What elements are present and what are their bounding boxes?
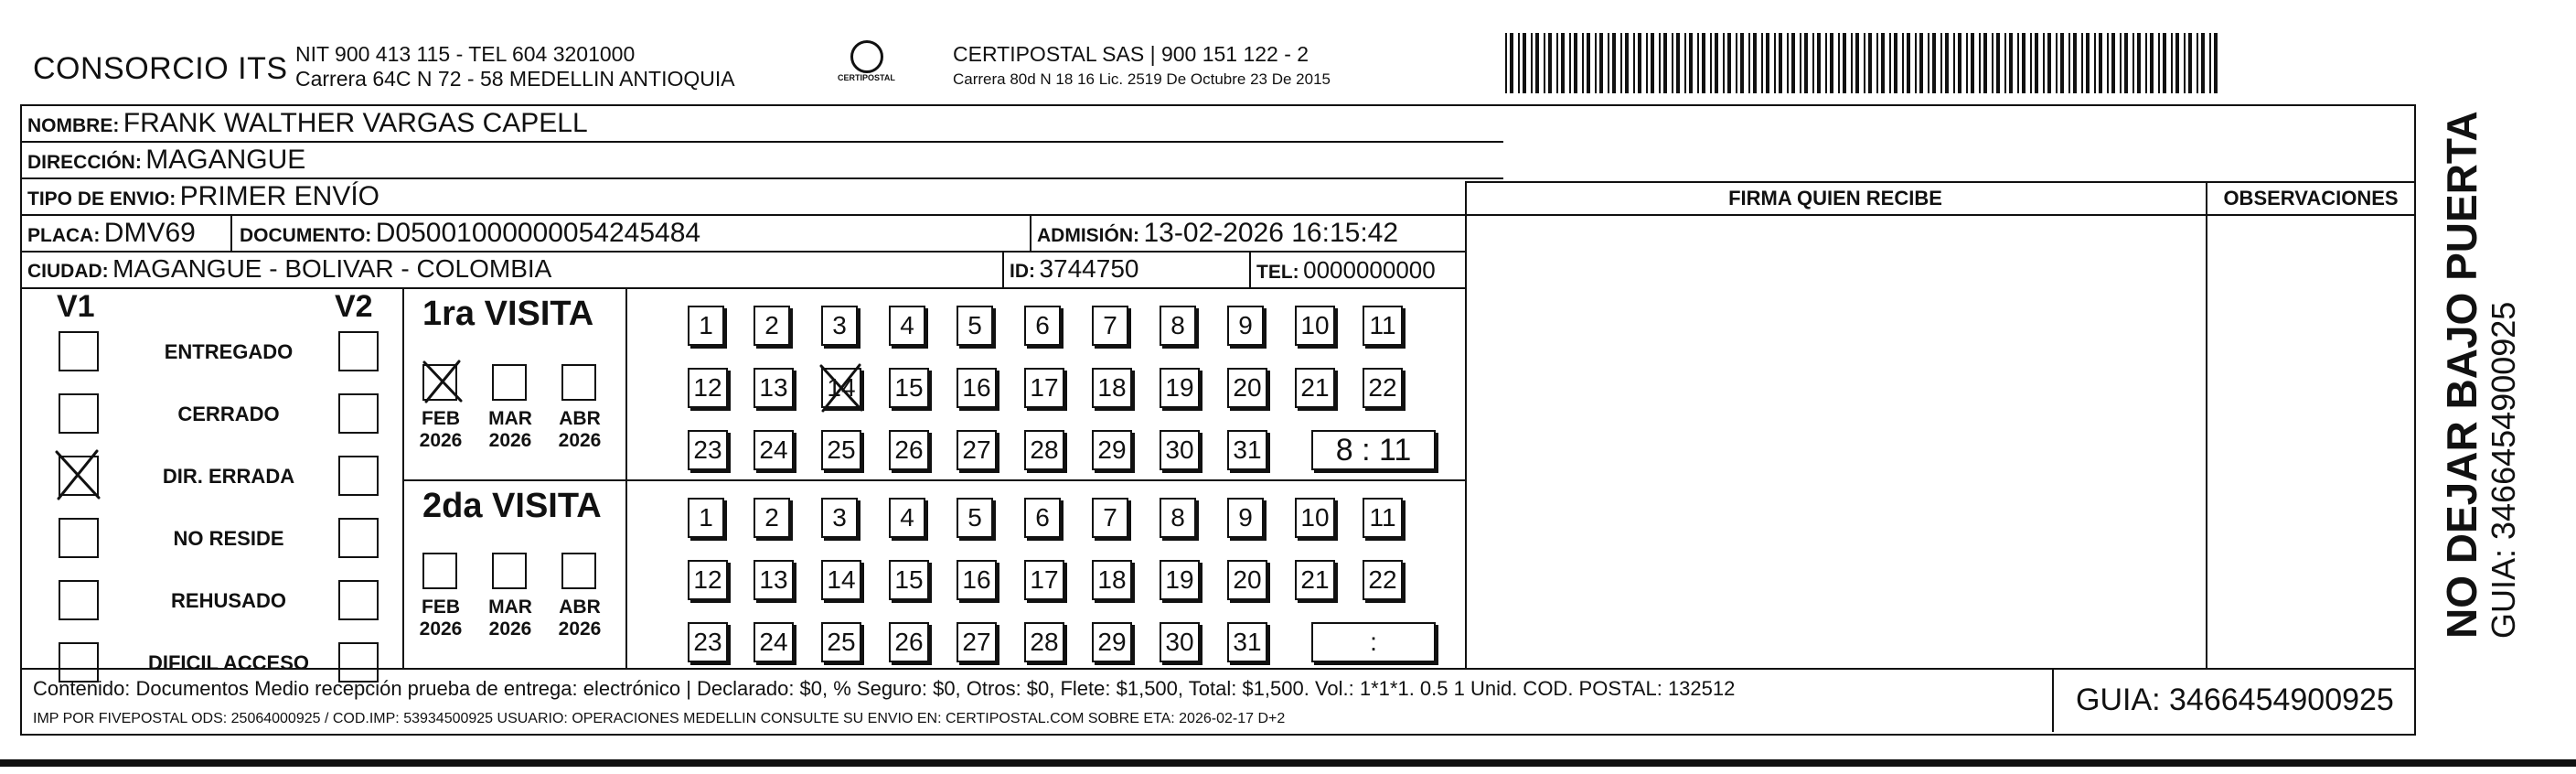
- admision-row: [1037, 218, 1398, 249]
- visit1-day-23[interactable]: 23: [688, 430, 728, 470]
- side-label: [2419, 108, 2528, 639]
- visit2-day-14[interactable]: 14: [821, 560, 861, 600]
- visit1-month-box-feb[interactable]: [422, 364, 457, 401]
- visit1-day-7[interactable]: 7: [1092, 306, 1128, 346]
- tel-value: 0000000000: [1303, 256, 1436, 284]
- tel-row: [1256, 256, 1436, 285]
- id-value: 3744750: [1039, 254, 1139, 283]
- visit1-day-1[interactable]: 1: [688, 306, 724, 346]
- address-line: Carrera 64C N 72 - 58 MEDELLIN ANTIOQUIA: [295, 67, 735, 91]
- visit1-day-30[interactable]: 30: [1160, 430, 1200, 470]
- ciudad-value: MAGANGUE - BOLIVAR - COLOMBIA: [112, 254, 552, 283]
- visit2-day-30[interactable]: 30: [1160, 622, 1200, 662]
- nit-line: NIT 900 413 115 - TEL 604 3201000: [295, 42, 636, 66]
- visit1-day-31[interactable]: 31: [1227, 430, 1267, 470]
- certipostal-logo: [838, 40, 894, 95]
- certipostal-info: [953, 42, 1331, 91]
- visit1-day-26[interactable]: 26: [889, 430, 929, 470]
- visit1-day-27[interactable]: 27: [957, 430, 997, 470]
- visit1-day-8[interactable]: 8: [1160, 306, 1196, 346]
- second-visit-title: 2da VISITA: [422, 487, 602, 525]
- visit2-day-22[interactable]: 22: [1363, 560, 1403, 600]
- id-label: ID:: [1010, 261, 1035, 282]
- visit2-day-12[interactable]: 12: [688, 560, 728, 600]
- visit2-day-19[interactable]: 19: [1160, 560, 1200, 600]
- visit1-day-14[interactable]: 14: [821, 368, 861, 408]
- visit1-day-2[interactable]: 2: [754, 306, 790, 346]
- company-contact: [295, 42, 735, 91]
- visit2-day-17[interactable]: 17: [1024, 560, 1064, 600]
- id-row: [1010, 254, 1138, 284]
- visit1-day-24[interactable]: 24: [754, 430, 794, 470]
- v2-checkbox-entregado[interactable]: [338, 331, 379, 371]
- visit1-month-label-mar: MAR 2026: [488, 408, 532, 451]
- visit1-month-label-abr: ABR 2026: [558, 408, 602, 451]
- visit2-day-13[interactable]: 13: [754, 560, 794, 600]
- v2-checkbox-rehusado[interactable]: [338, 580, 379, 620]
- visit2-day-7[interactable]: 7: [1092, 498, 1128, 538]
- first-visit-title: 1ra VISITA: [422, 295, 594, 333]
- visit2-day-28[interactable]: 28: [1024, 622, 1064, 662]
- visit2-day-23[interactable]: 23: [688, 622, 728, 662]
- visit1-day-3[interactable]: 3: [821, 306, 858, 346]
- visit2-day-5[interactable]: 5: [957, 498, 993, 538]
- status-label-dificil-acceso: DIFICIL ACCESO: [147, 651, 309, 674]
- side-guia: GUIA: 3466454900925: [2485, 301, 2522, 639]
- visit2-day-1[interactable]: 1: [688, 498, 724, 538]
- v2-checkbox-dir-errada[interactable]: [338, 456, 379, 496]
- logo-circle-icon: [850, 40, 883, 73]
- visit2-day-16[interactable]: 16: [957, 560, 997, 600]
- visit1-day-19[interactable]: 19: [1160, 368, 1200, 408]
- visit2-day-6[interactable]: 6: [1024, 498, 1061, 538]
- visit2-day-24[interactable]: 24: [754, 622, 794, 662]
- v1-checkbox-cerrado[interactable]: [59, 393, 99, 434]
- status-label-cerrado: CERRADO: [177, 403, 280, 425]
- direccion-row: [27, 145, 305, 176]
- v1-checkbox-dir-errada[interactable]: [59, 456, 99, 496]
- status-label-no-reside: NO RESIDE: [173, 527, 284, 550]
- direccion-value: MAGANGUE: [145, 145, 306, 175]
- documento-row: [240, 218, 700, 249]
- visit2-day-21[interactable]: 21: [1295, 560, 1335, 600]
- admision-label: ADMISIÓN:: [1037, 225, 1139, 246]
- v1-checkbox-entregado[interactable]: [59, 331, 99, 371]
- v1-header: V1: [57, 289, 95, 324]
- visit1-day-15[interactable]: 15: [889, 368, 929, 408]
- company-name: CONSORCIO ITS: [33, 51, 288, 86]
- visit2-month-label-mar: MAR 2026: [488, 597, 532, 640]
- v1-checkbox-dificil-acceso[interactable]: [59, 642, 99, 683]
- documento-label: DOCUMENTO:: [240, 225, 372, 246]
- visit2-month-box-mar[interactable]: [492, 553, 527, 589]
- nombre-label: NOMBRE:: [27, 115, 120, 136]
- cert-line-2: Carrera 80d N 18 16 Lic. 2519 De Octubre 23 De 2015: [953, 70, 1331, 88]
- no-dejar-warning: NO DEJAR BAJO PUERTA: [2438, 111, 2485, 639]
- visit1-day-12[interactable]: 12: [688, 368, 728, 408]
- visit1-day-20[interactable]: 20: [1227, 368, 1267, 408]
- guia-number: GUIA: 3466454900925: [2052, 668, 2414, 732]
- visit1-month-box-abr[interactable]: [561, 364, 596, 401]
- firma-header: FIRMA QUIEN RECIBE: [1728, 187, 1942, 210]
- visit2-day-27[interactable]: 27: [957, 622, 997, 662]
- visit1-day-11[interactable]: 11: [1363, 306, 1403, 346]
- tipo-row: [27, 181, 379, 212]
- visit2-day-31[interactable]: 31: [1227, 622, 1267, 662]
- visit1-day-5[interactable]: 5: [957, 306, 993, 346]
- v1-checkbox-no-reside[interactable]: [59, 518, 99, 558]
- ciudad-label: CIUDAD:: [27, 261, 109, 282]
- visit2-day-2[interactable]: 2: [754, 498, 790, 538]
- bottom-edge: [0, 759, 2576, 767]
- visit2-day-8[interactable]: 8: [1160, 498, 1196, 538]
- visit2-day-29[interactable]: 29: [1092, 622, 1132, 662]
- tipo-label: TIPO DE ENVIO:: [27, 188, 176, 210]
- visit1-day-4[interactable]: 4: [889, 306, 925, 346]
- status-label-dir-errada: DIR. ERRADA: [162, 465, 295, 488]
- visit1-day-10[interactable]: 10: [1295, 306, 1335, 346]
- visit2-day-15[interactable]: 15: [889, 560, 929, 600]
- visit2-month-box-abr[interactable]: [561, 553, 596, 589]
- visit1-day-9[interactable]: 9: [1227, 306, 1264, 346]
- visit1-day-6[interactable]: 6: [1024, 306, 1061, 346]
- print-info-line: IMP POR FIVEPOSTAL ODS: 25064000925 / COD.IMP: 53934500925 USUARIO: OPERACIONES MEDELLIN CONSULTE SU ENVIO EN: CERTIPOSTAL.COM SOBRE ETA: 2026-02-17 D+2: [33, 711, 1286, 726]
- status-label-entregado: ENTREGADO: [164, 340, 294, 363]
- cert-line-1: CERTIPOSTAL SAS | 900 151 122 - 2: [953, 42, 1309, 66]
- visit1-month-label-feb: FEB 2026: [419, 408, 463, 451]
- visit1-day-21[interactable]: 21: [1295, 368, 1335, 408]
- v2-header: V2: [335, 289, 373, 324]
- tel-label: TEL:: [1256, 262, 1299, 283]
- contents-line: Contenido: Documentos Medio recepción prueba de entrega: electrónico | Declarado: $0, % Seguro: $0, Otros: $0, Flete: $1,500, Total: $1,500. Vol.: 1*1*1. 0.5 1 Unid. COD. POSTAL: 132512: [33, 677, 1736, 700]
- visit1-day-16[interactable]: 16: [957, 368, 997, 408]
- visit2-month-label-abr: ABR 2026: [558, 597, 602, 640]
- nombre-row: [27, 108, 588, 139]
- status-label-rehusado: REHUSADO: [171, 589, 286, 612]
- placa-value: DMV69: [103, 218, 196, 248]
- visit1-day-17[interactable]: 17: [1024, 368, 1064, 408]
- visit2-day-4[interactable]: 4: [889, 498, 925, 538]
- visit2-day-26[interactable]: 26: [889, 622, 929, 662]
- v2-checkbox-dificil-acceso[interactable]: [338, 642, 379, 683]
- nombre-value: FRANK WALTHER VARGAS CAPELL: [123, 108, 588, 138]
- documento-value: D05001000000054245484: [375, 218, 701, 248]
- visit2-day-25[interactable]: 25: [821, 622, 861, 662]
- ciudad-row: [27, 254, 551, 284]
- visit2-day-11[interactable]: 11: [1363, 498, 1403, 538]
- barcode: [1505, 33, 2228, 93]
- visit1-day-22[interactable]: 22: [1363, 368, 1403, 408]
- visit1-time-box[interactable]: 8 : 11: [1311, 430, 1436, 470]
- direccion-label: DIRECCIÓN:: [27, 152, 142, 173]
- visit1-day-25[interactable]: 25: [821, 430, 861, 470]
- tipo-value: PRIMER ENVÍO: [179, 181, 380, 211]
- observaciones-header: OBSERVACIONES: [2223, 187, 2399, 210]
- visit1-day-29[interactable]: 29: [1092, 430, 1132, 470]
- visit2-month-box-feb[interactable]: [422, 553, 457, 589]
- visit2-day-9[interactable]: 9: [1227, 498, 1264, 538]
- visit1-month-box-mar[interactable]: [492, 364, 527, 401]
- visit2-month-label-feb: FEB 2026: [419, 597, 463, 640]
- v2-checkbox-cerrado[interactable]: [338, 393, 379, 434]
- v1-checkbox-rehusado[interactable]: [59, 580, 99, 620]
- visit2-day-20[interactable]: 20: [1227, 560, 1267, 600]
- visit2-time-box[interactable]: :: [1311, 622, 1436, 662]
- placa-row: [27, 218, 196, 249]
- admision-value: 13-02-2026 16:15:42: [1143, 218, 1399, 248]
- visit1-day-13[interactable]: 13: [754, 368, 794, 408]
- visit2-day-18[interactable]: 18: [1092, 560, 1132, 600]
- visit1-day-18[interactable]: 18: [1092, 368, 1132, 408]
- placa-label: PLACA:: [27, 225, 101, 246]
- v2-checkbox-no-reside[interactable]: [338, 518, 379, 558]
- logo-text: CERTIPOSTAL: [838, 73, 895, 82]
- visit1-day-28[interactable]: 28: [1024, 430, 1064, 470]
- visit2-day-10[interactable]: 10: [1295, 498, 1335, 538]
- visit2-day-3[interactable]: 3: [821, 498, 858, 538]
